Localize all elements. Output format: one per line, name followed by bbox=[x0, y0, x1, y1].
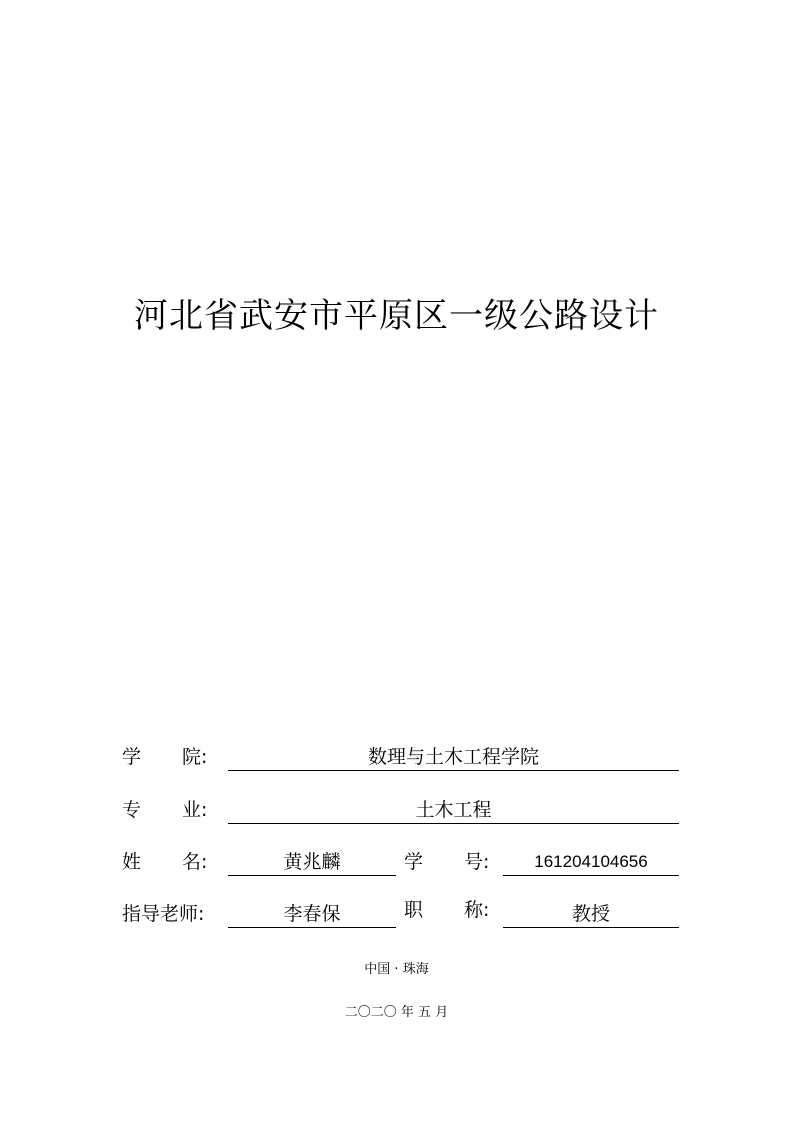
student-id-label-char-1: 学 bbox=[404, 851, 424, 873]
advisor-label bbox=[122, 901, 204, 927]
major-label-char-1: 专 bbox=[122, 799, 142, 821]
name-label bbox=[122, 849, 207, 875]
advisor-title-label bbox=[404, 897, 489, 923]
student-id-label-char-2: 号 bbox=[464, 851, 484, 873]
footer-location: 中国 · 珠海 bbox=[364, 962, 429, 977]
advisor-title-label-char-1: 职 bbox=[404, 899, 424, 921]
advisor-title-label-char-2: 称 bbox=[464, 899, 484, 921]
footer-date: 二〇二〇 年 五 月 bbox=[344, 1005, 449, 1020]
college-label bbox=[122, 744, 207, 770]
student-id-label bbox=[404, 849, 489, 875]
college-label-char-2: 院 bbox=[182, 746, 202, 768]
name-field: 黄兆麟 bbox=[228, 849, 396, 876]
college-label-char-1: 学 bbox=[122, 746, 142, 768]
name-label-char-2: 名 bbox=[182, 851, 202, 873]
college-label-colon: : bbox=[201, 746, 208, 768]
major-label-char-2: 业 bbox=[182, 799, 202, 821]
advisor-label-colon: : bbox=[198, 903, 205, 925]
major-field: 土木工程 bbox=[228, 797, 679, 824]
college-field: 数理与土木工程学院 bbox=[228, 744, 679, 771]
name-label-colon: : bbox=[201, 851, 208, 873]
major-label-colon: : bbox=[201, 799, 208, 821]
document-title: 河北省武安市平原区一级公路设计 bbox=[134, 296, 659, 336]
advisor-field: 李春保 bbox=[228, 901, 396, 928]
student-id-label-colon: : bbox=[483, 851, 490, 873]
name-label-char-1: 姓 bbox=[122, 851, 142, 873]
advisor-title-field: 教授 bbox=[503, 901, 679, 928]
student-id-field: 161204104656 bbox=[503, 849, 679, 876]
major-label bbox=[122, 797, 207, 823]
advisor-label-text: 指导老师 bbox=[122, 903, 199, 925]
advisor-title-label-colon: : bbox=[483, 899, 490, 921]
